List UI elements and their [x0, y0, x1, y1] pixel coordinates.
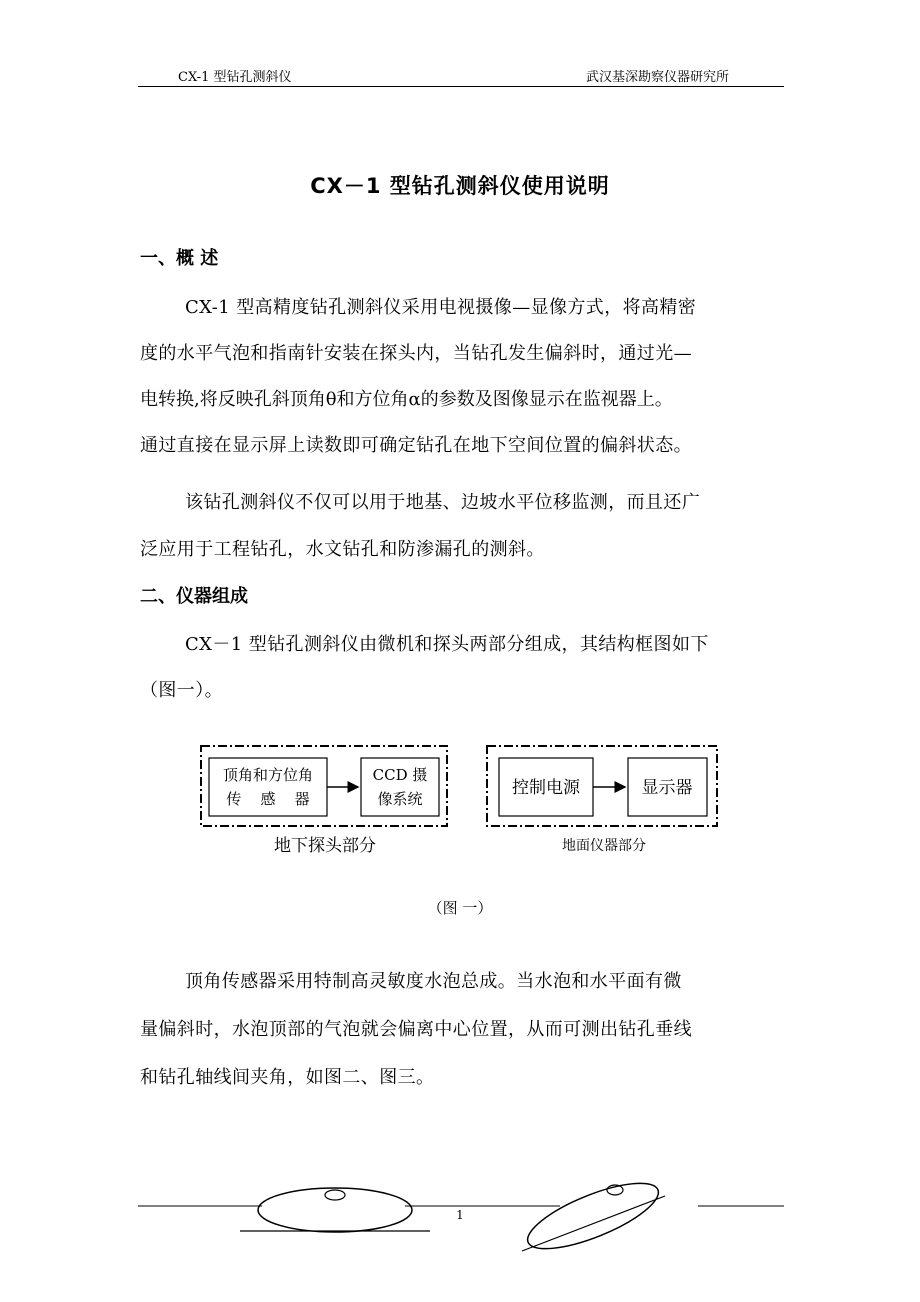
ccd-box-line2: 像系统 — [377, 790, 423, 808]
section-heading-composition: 二、仪器组成 — [140, 586, 248, 607]
header-doc-title: CX-1 型钻孔测斜仪 — [178, 70, 292, 85]
paragraph-line: 量偏斜时，水泡顶部的气泡就会偏离中心位置，从而可测出钻孔垂线 — [140, 1019, 692, 1040]
paragraph-line: 该钻孔测斜仪不仅可以用于地基、边坡水平位移监测，而且还广 — [185, 492, 701, 513]
power-box-label: 控制电源 — [512, 778, 580, 798]
paragraph-line: 泛应用于工程钻孔，水文钻孔和防渗漏孔的测斜。 — [140, 539, 545, 560]
paragraph-line: CX-1 型高精度钻孔测斜仪采用电视摄像—显像方式，将高精密 — [185, 297, 697, 318]
surface-group — [487, 746, 717, 854]
ccd-box-line1: CCD 摄 — [372, 766, 428, 784]
underground-label: 地下探头部分 — [274, 836, 376, 856]
footer-figure-preview — [0, 1160, 920, 1264]
paragraph-line: （图一）。 — [140, 680, 223, 701]
paragraph-line: 度的水平气泡和指南针安装在探头内，当钻孔发生偏斜时，通过光— — [140, 343, 692, 364]
bubble-level — [325, 1190, 345, 1200]
paragraph-line: 和钻孔轴线间夹角，如图二、图三。 — [140, 1067, 435, 1088]
sensor-box-line1: 顶角和方位角 — [222, 766, 314, 784]
paragraph-line: 电转换,将反映孔斜顶角θ和方位角α的参数及图像显示在监视器上。 — [140, 389, 673, 410]
surface-label: 地面仪器部分 — [562, 838, 646, 854]
paragraph-line: CX－1 型钻孔测斜仪由微机和探头两部分组成，其结构框图如下 — [185, 634, 709, 655]
bubble-vial-tilted — [520, 1170, 666, 1260]
sensor-box-line2: 传 感 器 — [226, 790, 310, 808]
page-number: 1 — [456, 1208, 464, 1222]
page-title: CX－1 型钻孔测斜仪使用说明 — [310, 174, 610, 198]
figure-caption: （图 一） — [427, 899, 493, 917]
paragraph-line: 顶角传感器采用特制高灵敏度水泡总成。当水泡和水平面有微 — [185, 971, 682, 992]
bubble-vial-level — [258, 1188, 412, 1232]
header-divider — [138, 86, 784, 87]
display-box-label: 显示器 — [641, 778, 693, 798]
block-diagram-figure1 — [195, 738, 735, 867]
underground-group — [201, 746, 447, 856]
section-heading-overview: 一、概 述 — [140, 248, 219, 269]
paragraph-line: 通过直接在显示屏上读数即可确定钻孔在地下空间位置的偏斜状态。 — [140, 435, 692, 456]
header-organization: 武汉基深勘察仪器研究所 — [586, 70, 730, 85]
